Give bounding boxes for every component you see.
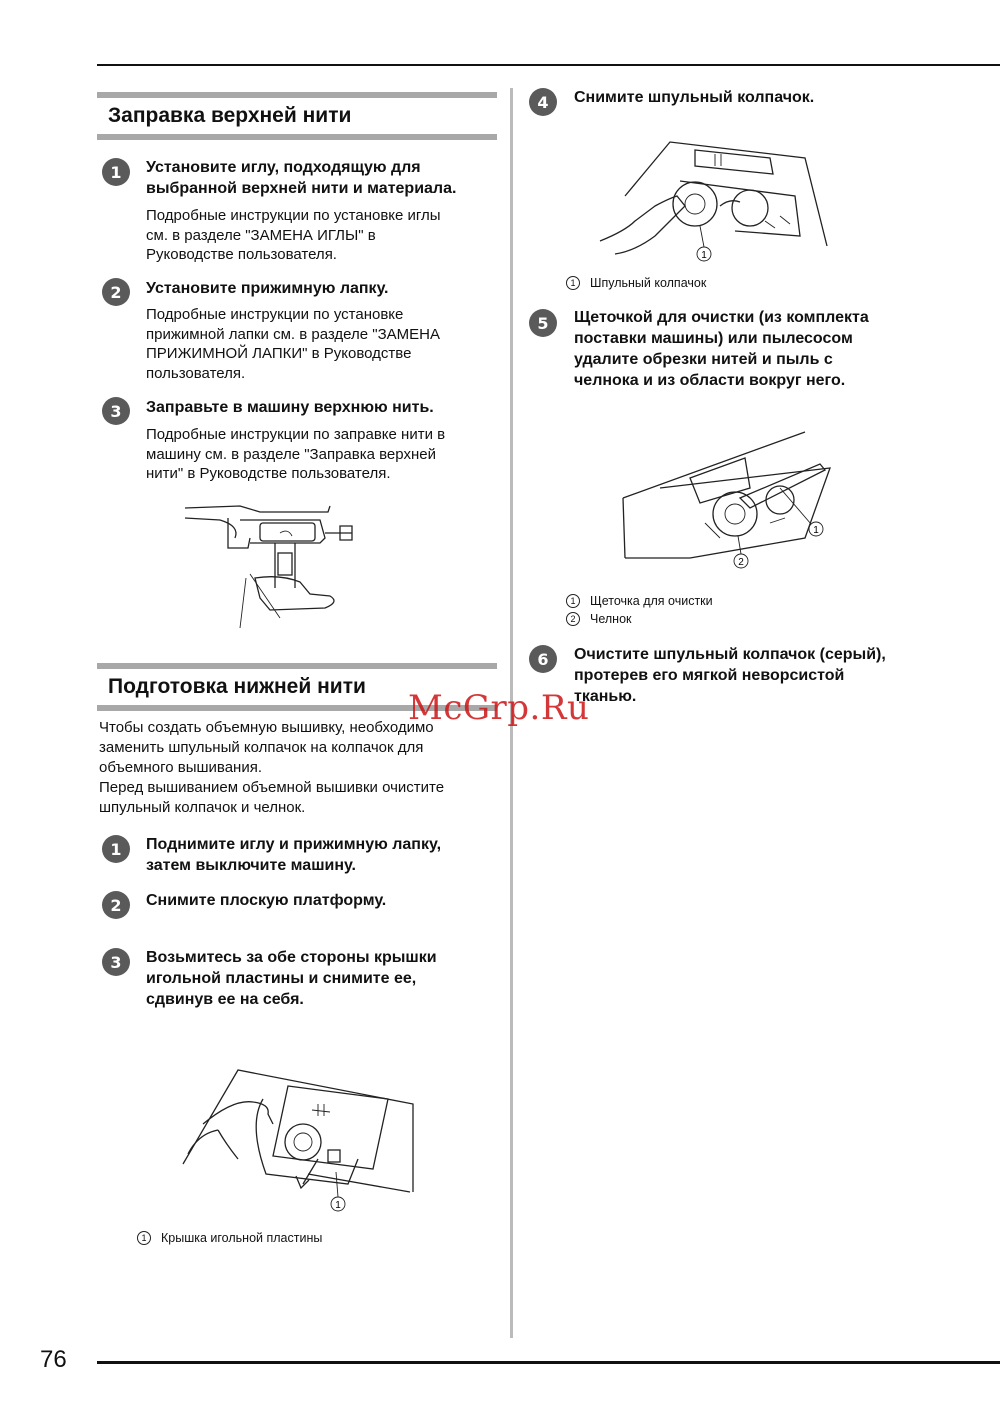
figure-caption	[566, 592, 713, 610]
step-title: Щеточкой для очистки (из комплекта поставки машины) или пылесосом удалите обрезки нитей и пыль с челнока и из области вокруг него.	[574, 309, 869, 389]
step-body: Подробные инструкции по заправке нити в машину см. в разделе "Заправка верхней нити" в Руководстве пользователя.	[146, 426, 446, 482]
step-title: Возьмитесь за обе стороны крышки игольной пластины и снимите ее, сдвинув ее на себя.	[146, 949, 437, 1008]
caption-number: 2	[566, 612, 580, 626]
callout-label: 1	[813, 525, 819, 536]
section-header-upper-thread	[97, 92, 497, 140]
page-number: 76	[40, 1346, 67, 1373]
step-title: Заправьте в машину верхнюю нить.	[146, 399, 434, 416]
caption-text: Шпульный колпачок	[590, 276, 707, 290]
caption-text: Крышка игольной пластины	[161, 1231, 323, 1245]
section-title: Заправка верхней нити	[108, 104, 352, 127]
step-number-badge: 3	[102, 397, 130, 425]
figure-caption	[137, 1229, 322, 1247]
watermark-text: McGrp.Ru	[408, 688, 590, 728]
step-number-badge: 6	[529, 645, 557, 673]
step-title: Снимите плоскую платформу.	[146, 892, 387, 909]
step-number-badge: 4	[529, 88, 557, 116]
section-title: Подготовка нижней нити	[108, 675, 366, 698]
caption-number: 1	[137, 1231, 151, 1245]
caption-text: Челнок	[590, 612, 632, 626]
step-title: Очистите шпульный колпачок (серый), протерев его мягкой неворсистой тканью.	[574, 646, 886, 705]
top-rule	[97, 64, 1000, 66]
needle-plate-cover-illustration	[178, 1064, 418, 1224]
caption-number: 1	[566, 276, 580, 290]
cleaning-brush-illustration	[620, 428, 840, 576]
bottom-rule	[97, 1361, 1000, 1364]
step-number-badge: 2	[102, 278, 130, 306]
callout-label: 1	[701, 250, 707, 261]
step-number-badge: 5	[529, 309, 557, 337]
figure-caption	[566, 274, 706, 292]
step-title: Снимите шпульный колпачок.	[574, 89, 815, 106]
step-number-badge: 3	[102, 948, 130, 976]
caption-number: 1	[566, 594, 580, 608]
presser-foot-illustration	[180, 498, 370, 638]
caption-text: Щеточка для очистки	[590, 594, 713, 608]
step-body: Подробные инструкции по установке прижимной лапки см. в разделе "ЗАМЕНА ПРИЖИМНОЙ ЛАПКИ" в Руководстве пользователя.	[146, 306, 441, 382]
bobbin-case-illustration	[595, 136, 835, 264]
step-number-badge: 2	[102, 891, 130, 919]
callout-label: 1	[335, 1200, 341, 1211]
section-intro: Чтобы создать объемную вышивку, необходимо заменить шпульный колпачок на колпачок для объемного вышивания. Перед вышиванием объемной вышивки очистите шпульный колпачок и челнок.	[99, 719, 445, 816]
step-number-badge: 1	[102, 835, 130, 863]
step-number-badge: 1	[102, 158, 130, 186]
figure-caption	[566, 610, 632, 628]
step-title: Установите иглу, подходящую для выбранной верхней нити и материала.	[146, 159, 457, 197]
step-body: Подробные инструкции по установке иглы см. в разделе "ЗАМЕНА ИГЛЫ" в Руководстве пользователя.	[146, 207, 441, 263]
step-title: Установите прижимную лапку.	[146, 280, 389, 297]
step-title: Поднимите иглу и прижимную лапку, затем выключите машину.	[146, 836, 442, 874]
callout-label: 2	[738, 557, 744, 568]
